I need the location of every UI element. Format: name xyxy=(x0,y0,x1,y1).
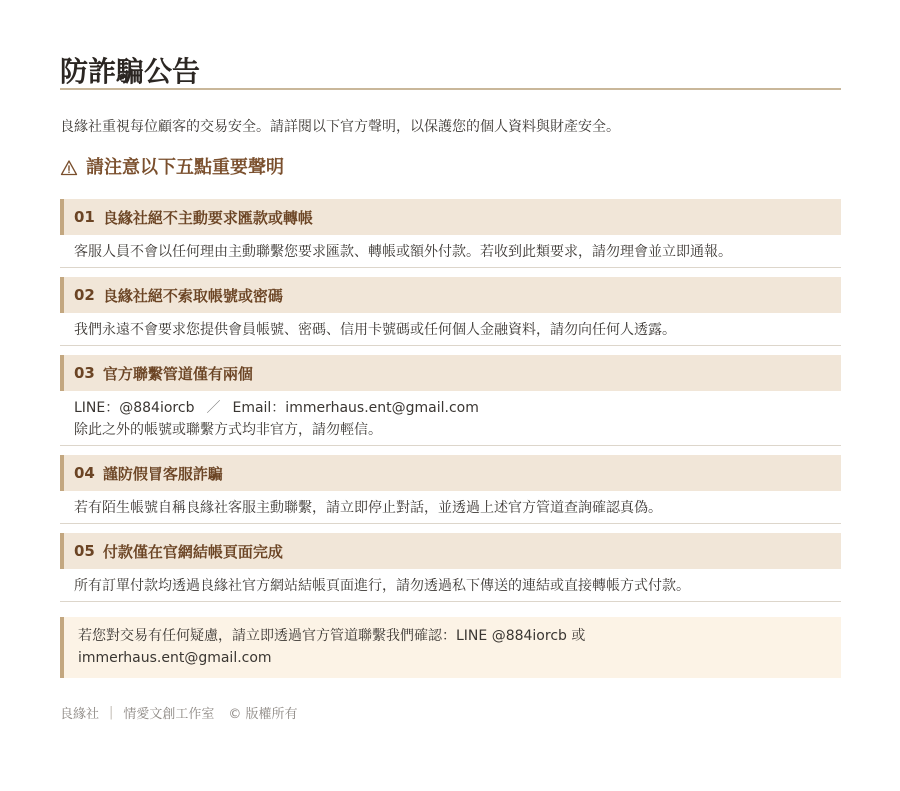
notice-item-header xyxy=(60,455,841,491)
footer-brand: 良緣社 xyxy=(60,706,100,722)
notice-item-03 xyxy=(60,355,841,446)
notice-item-01 xyxy=(60,199,841,268)
notice-item-body xyxy=(60,491,841,524)
notice-item-04 xyxy=(60,455,841,524)
notice-item-header xyxy=(60,355,841,391)
notice-item-number: 01 xyxy=(74,208,95,226)
notice-item-header xyxy=(60,277,841,313)
notice-item-heading: 良緣社絕不主動要求匯款或轉帳 xyxy=(102,208,313,227)
notice-item-header xyxy=(60,199,841,235)
footer-copyright: © 版權所有 xyxy=(228,706,298,722)
callout-text-line2: immerhaus.ent@gmail.com xyxy=(78,650,272,666)
notice-item-number: 05 xyxy=(74,542,95,560)
footer-studio: 情愛文創工作室 xyxy=(123,706,215,722)
notice-item-text: 我們永遠不會要求您提供會員帳號、密碼、信用卡號碼或任何個人金融資料，請勿向任何人透露。 xyxy=(74,322,676,338)
notice-item-body xyxy=(60,313,841,346)
callout-text-line1: 若您對交易有任何疑慮，請立即透過官方管道聯繫我們確認：LINE @884iorcb 或 xyxy=(78,628,586,644)
notice-item-body xyxy=(60,235,841,268)
page-title: 防詐騙公告 xyxy=(60,54,841,90)
notice-heading xyxy=(60,156,284,180)
notice-item-05 xyxy=(60,533,841,602)
contact-separator: ／ xyxy=(206,400,221,416)
official-email: Email：immerhaus.ent@gmail.com xyxy=(232,400,479,416)
notice-heading-text: 請注意以下五點重要聲明 xyxy=(86,157,284,178)
notice-item-number: 03 xyxy=(74,364,95,382)
notice-item-number: 02 xyxy=(74,286,95,304)
notice-item-body xyxy=(60,569,841,602)
notice-item-text: 若有陌生帳號自稱良緣社客服主動聯繫，請立即停止對話，並透過上述官方管道查詢確認真偽。 xyxy=(74,500,662,516)
notice-item-header xyxy=(60,533,841,569)
notice-item-heading: 付款僅在官網結帳頁面完成 xyxy=(102,542,283,561)
intro-text: 良緣社重視每位顧客的交易安全。請詳閱以下官方聲明，以保護您的個人資料與財產安全。 xyxy=(60,119,620,135)
notice-item-number: 04 xyxy=(74,464,95,482)
footer-divider: | xyxy=(109,704,114,720)
notice-item-body xyxy=(60,391,841,446)
notice-item-text: 所有訂單付款均透過良緣社官方網站結帳頁面進行，請勿透過私下傳送的連結或直接轉帳方式付款。 xyxy=(74,578,690,594)
notice-item-text: 除此之外的帳號或聯繫方式均非官方，請勿輕信。 xyxy=(74,422,382,438)
contact-callout xyxy=(60,617,841,678)
official-contacts-line xyxy=(74,397,827,419)
footer xyxy=(60,702,298,722)
notice-item-heading: 謹防假冒客服詐騙 xyxy=(102,464,223,483)
notice-item-text: 客服人員不會以任何理由主動聯繫您要求匯款、轉帳或額外付款。若收到此類要求，請勿理會並立即通報。 xyxy=(74,244,732,260)
notice-item-02 xyxy=(60,277,841,346)
notice-item-heading: 官方聯繫管道僅有兩個 xyxy=(102,364,253,383)
notice-item-heading: 良緣社絕不索取帳號或密碼 xyxy=(102,286,283,305)
official-line-id: LINE：@884iorcb xyxy=(74,400,195,416)
warning-icon xyxy=(60,159,78,177)
